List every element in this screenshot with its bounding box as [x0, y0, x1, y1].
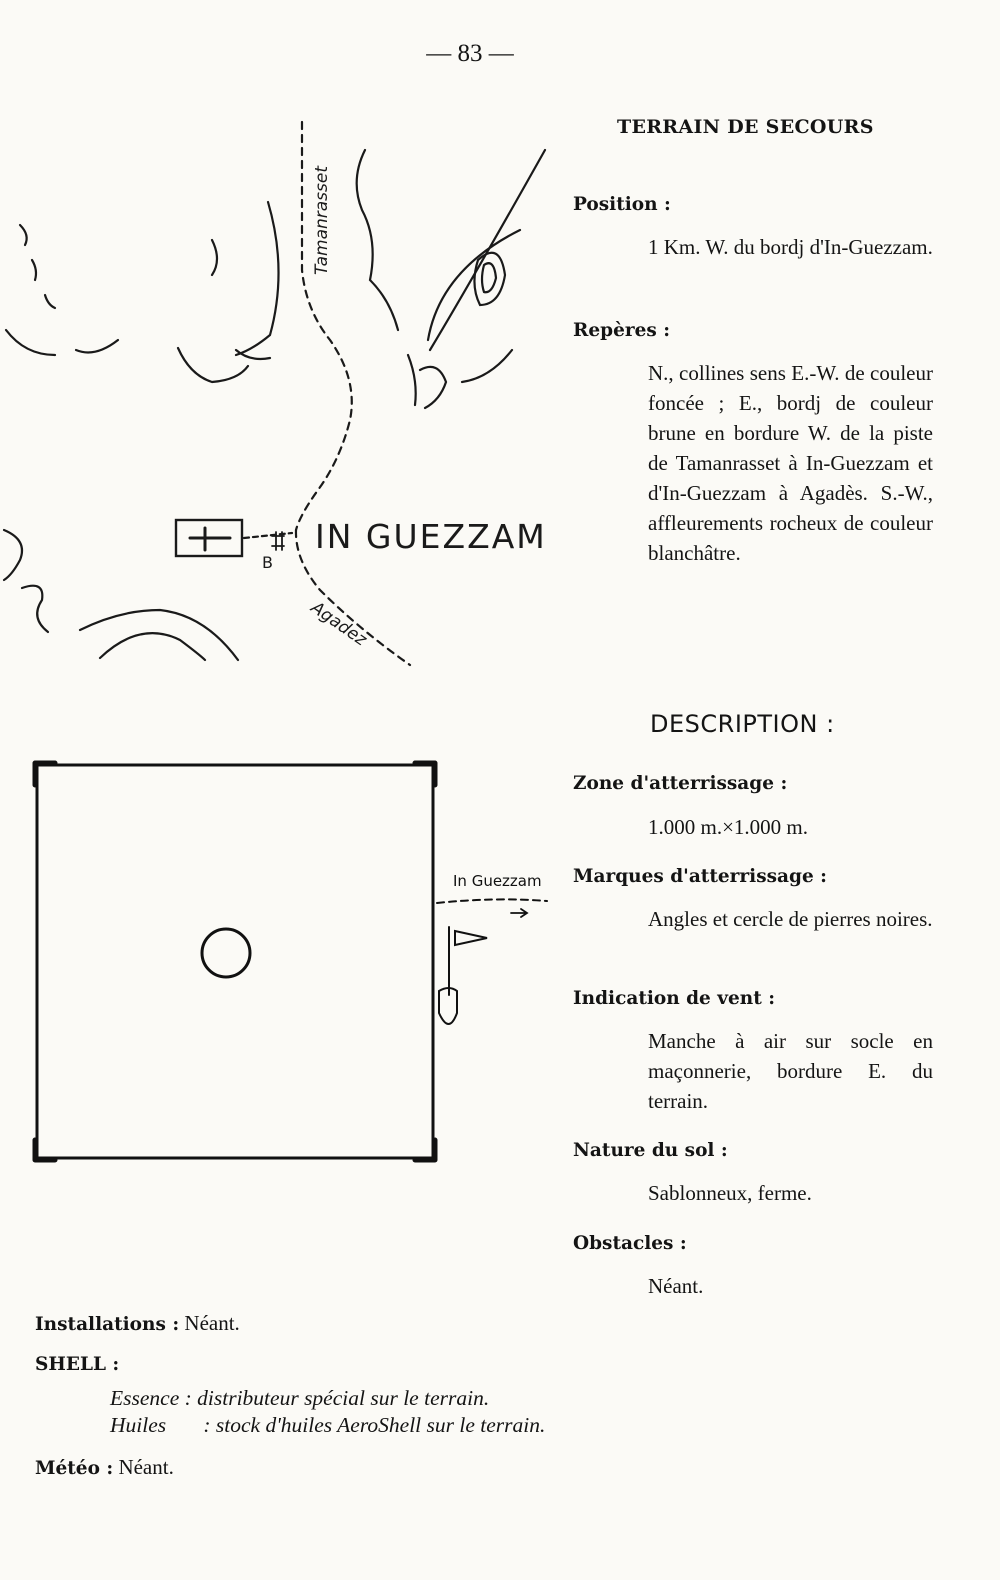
marques-text: Angles et cercle de pierres noires.: [648, 907, 933, 931]
installations-line: [35, 1311, 240, 1336]
vent-text: Manche à air sur socle en maçonnerie, bordure E. du terrain.: [648, 1029, 933, 1113]
reperes-label: Repères :: [573, 320, 671, 341]
reperes-text: N., collines sens E.-W. de couleur foncée ; E., bordj de couleur brune en bordure W. de la piste de Tamanrasset à In-Guezzam et d'In-Guezzam à Agadès. S.-W., affleurements rocheux de couleur blanchâtre.: [648, 361, 933, 565]
huiles-text: : stock d'huiles AeroShell sur le terrain.: [203, 1413, 546, 1437]
page-number: — 83 —: [426, 40, 514, 67]
plan-direction-label: In Guezzam: [453, 872, 542, 890]
marques-label: Marques d'atterrissage :: [573, 866, 827, 887]
description-title: DESCRIPTION :: [650, 710, 835, 738]
section-title: TERRAIN DE SECOURS: [617, 116, 874, 138]
huiles-line: [110, 1413, 545, 1438]
sol-text: Sablonneux, ferme.: [648, 1181, 812, 1205]
road-label-agadez: Agadez: [307, 597, 371, 651]
essence-label: Essence :: [110, 1386, 192, 1410]
meteo-label: Météo :: [35, 1458, 114, 1479]
installations-value: Néant.: [184, 1311, 240, 1335]
direction-arrow: [437, 899, 547, 903]
location-map: [0, 110, 560, 700]
installations-label: Installations :: [35, 1314, 180, 1335]
sol-label: Nature du sol :: [573, 1140, 728, 1161]
windsock: [455, 931, 487, 945]
obstacles-label: Obstacles :: [573, 1233, 687, 1254]
landing-zone: [37, 765, 433, 1158]
place-label: IN GUEZZAM: [315, 517, 547, 556]
road-to-field: [244, 533, 292, 538]
bordj-mark: B: [262, 553, 273, 572]
obstacles-text: Néant.: [648, 1274, 704, 1298]
field-plan: [25, 755, 555, 1175]
shell-label: SHELL :: [35, 1354, 120, 1375]
essence-text: distributeur spécial sur le terrain.: [197, 1386, 490, 1410]
zone-text: 1.000 m.×1.000 m.: [648, 815, 809, 839]
meteo-line: [35, 1455, 174, 1480]
landing-circle: [202, 929, 250, 977]
zone-label: Zone d'atterrissage :: [573, 773, 788, 794]
position-label: Position :: [573, 194, 671, 215]
road-label-tamanrasset: Tamanrasset: [312, 165, 332, 275]
position-text: 1 Km. W. du bordj d'In-Guezzam.: [648, 235, 933, 259]
essence-line: [110, 1386, 489, 1411]
huiles-label: Huiles: [110, 1413, 167, 1437]
vent-label: Indication de vent :: [573, 988, 776, 1009]
meteo-value: Néant.: [118, 1455, 174, 1479]
